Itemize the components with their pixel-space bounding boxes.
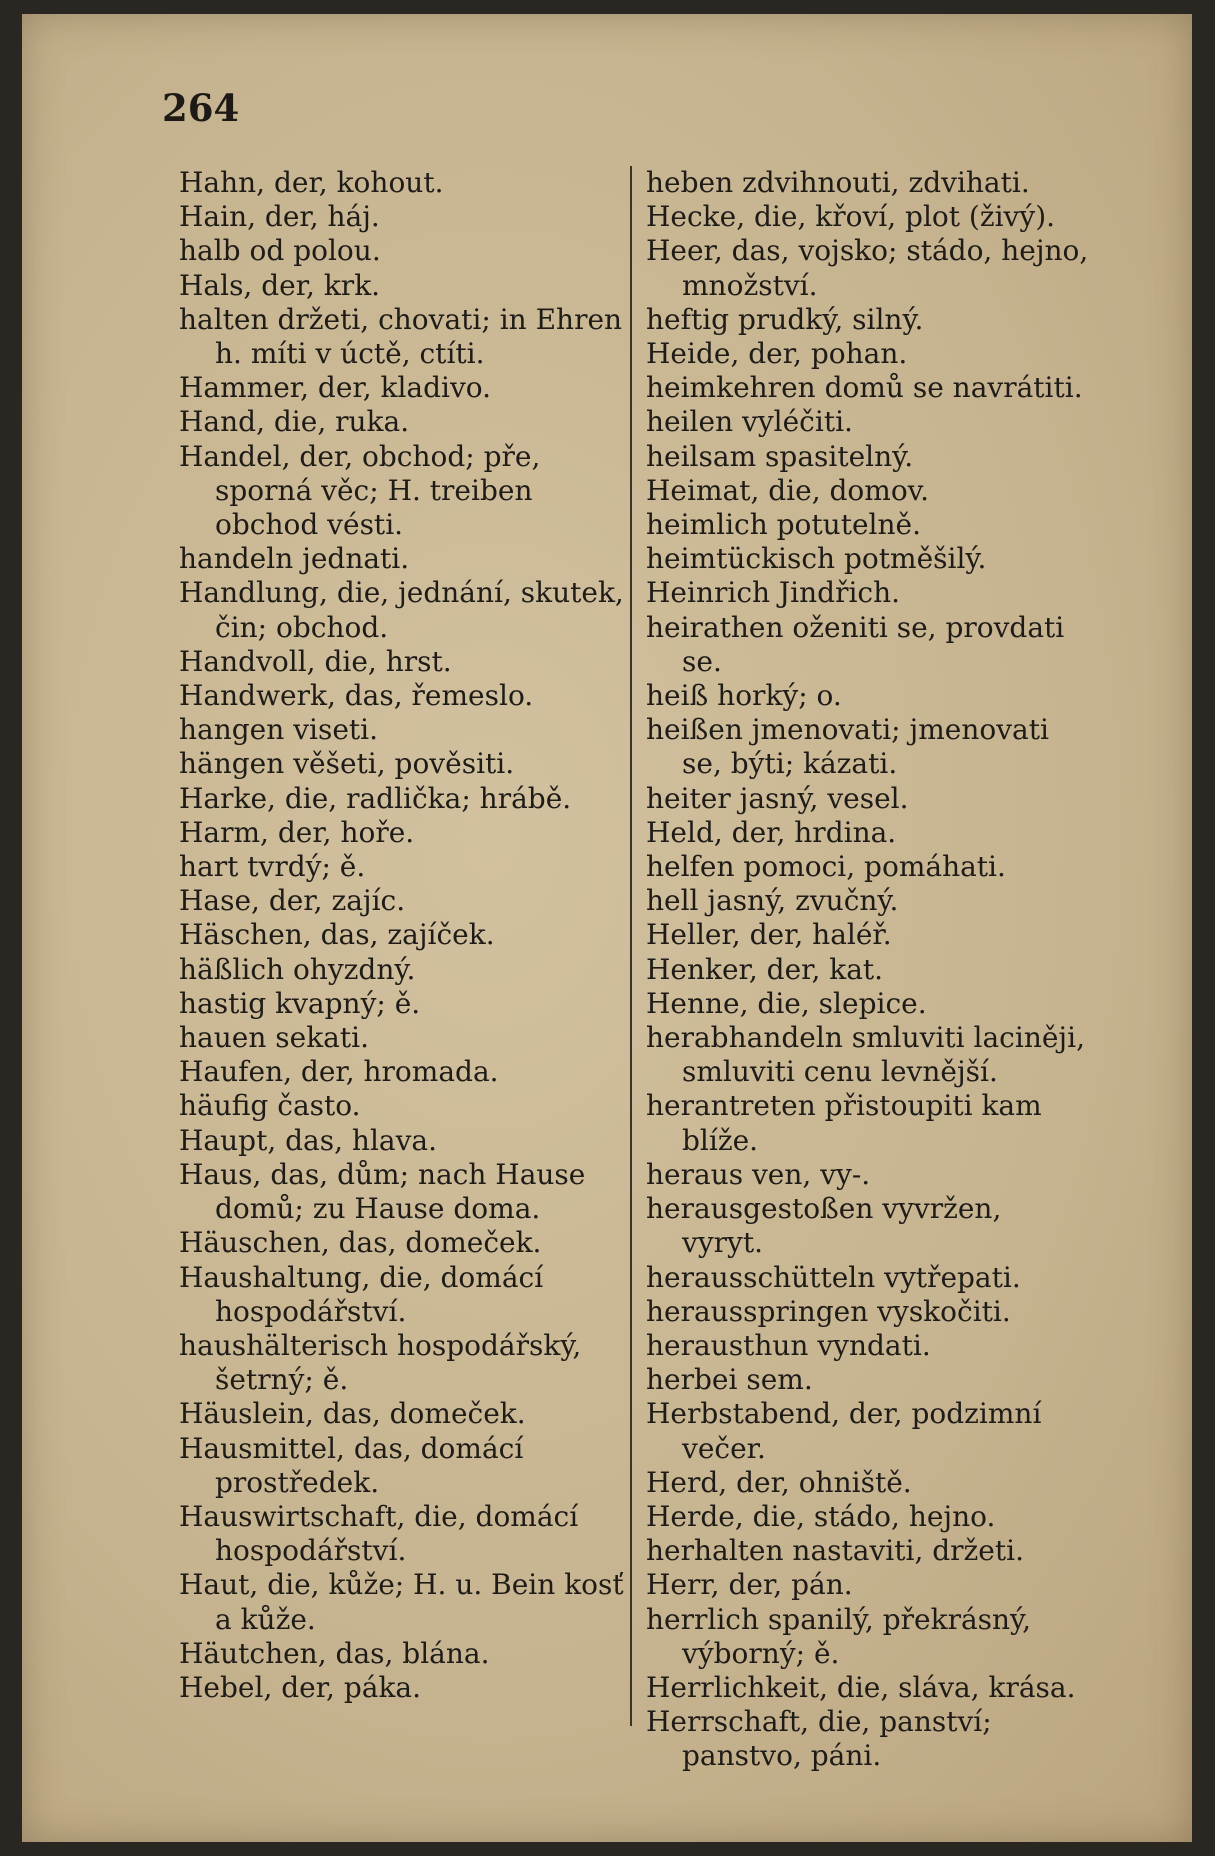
dictionary-entry: Heer, das, vojsko; stádo, hejno, množství.	[646, 234, 1089, 302]
dictionary-entry: Hausmittel, das, domácí prostředek.	[179, 1431, 524, 1499]
dictionary-entry: Häschen, das, zajíček.	[179, 918, 495, 952]
column-divider	[630, 166, 632, 1726]
dictionary-entry: Heide, der, pohan.	[646, 337, 908, 371]
dictionary-entry: herausspringen vyskočiti.	[646, 1294, 1011, 1328]
dictionary-entry: heirathen oženiti se, provdati se.	[646, 610, 1065, 678]
dictionary-entry: herrlich spanilý, překrásný, výborný; ě.	[646, 1602, 1032, 1670]
dictionary-entry: Hauswirtschaft, die, domácí hospodářství.	[179, 1499, 579, 1568]
dictionary-entry: Häutchen, das, blána.	[179, 1636, 490, 1670]
dictionary-entry: Harke, die, radlička; hrábě.	[179, 781, 572, 815]
dictionary-entry: haushälterisch hospodářský, šetrný; ě.	[179, 1328, 582, 1397]
book-page	[22, 14, 1192, 1842]
dictionary-entry: Hecke, die, křoví, plot (živý).	[646, 200, 1056, 234]
dictionary-entry: heilen vyléčiti.	[646, 405, 853, 439]
dictionary-entry: heimkehren domů se navrátiti.	[646, 371, 1083, 405]
dictionary-entry: herbei sem.	[646, 1363, 813, 1397]
dictionary-entry: Haupt, das, hlava.	[179, 1123, 438, 1157]
dictionary-entry: Hahn, der, kohout.	[179, 166, 444, 199]
dictionary-entry: heißen jmenovati; jmenovati se, býti; kázati.	[646, 713, 1049, 781]
dictionary-entry: herantreten přistoupiti kam blíže.	[646, 1089, 1042, 1157]
dictionary-entry: handeln jednati.	[179, 542, 410, 576]
dictionary-entry: hangen viseti.	[179, 713, 379, 747]
dictionary-entry: Handwerk, das, řemeslo.	[179, 679, 534, 713]
dictionary-entry: Henker, der, kat.	[646, 952, 884, 986]
dictionary-entry: Häuslein, das, domeček.	[179, 1397, 526, 1431]
dictionary-entry: Heller, der, haléř.	[646, 918, 892, 952]
dictionary-entry: hängen věšeti, pověsiti.	[179, 747, 515, 781]
dictionary-entry: Haushaltung, die, domácí hospodářství.	[179, 1260, 544, 1328]
dictionary-entry: heiter jasný, vesel.	[646, 781, 909, 815]
dictionary-entry: herausthun vyndati.	[646, 1328, 931, 1362]
dictionary-entry: herabhandeln smluviti laciněji, smluviti cenu levnější.	[646, 1021, 1085, 1089]
dictionary-entry: Held, der, hrdina.	[646, 815, 897, 849]
dictionary-entry: Herde, die, stádo, hejno.	[646, 1499, 996, 1533]
dictionary-entry: herhalten nastaviti, držeti.	[646, 1534, 1024, 1568]
dictionary-entry: häufig často.	[179, 1089, 361, 1123]
dictionary-entry: Hebel, der, páka.	[179, 1670, 422, 1704]
dictionary-entry: hastig kvapný; ě.	[179, 986, 421, 1020]
dictionary-entry: Handlung, die, jednání, skutek, čin; obchod.	[179, 576, 624, 644]
left-column	[179, 166, 624, 1705]
dictionary-entry: hauen sekati.	[179, 1021, 369, 1055]
dictionary-entry: heiß horký; o.	[646, 679, 842, 713]
dictionary-entry: Hand, die, ruka.	[179, 405, 410, 439]
dictionary-entry: heben zdvihnouti, zdvihati.	[646, 166, 1030, 199]
dictionary-entry: Harm, der, hoře.	[179, 815, 415, 849]
dictionary-entry: halten držeti, chovati; in Ehren h. míti v úctě, ctíti.	[179, 302, 623, 371]
dictionary-entry: Häuschen, das, domeček.	[179, 1226, 542, 1260]
dictionary-entry: heftig prudký, silný.	[646, 302, 924, 336]
dictionary-entry: Herbstabend, der, podzimní večer.	[646, 1397, 1042, 1465]
dictionary-entry: Heinrich Jindřich.	[646, 576, 901, 610]
dictionary-entry: Henne, die, slepice.	[646, 986, 927, 1020]
dictionary-entry: Handvoll, die, hrst.	[179, 644, 452, 678]
dictionary-entry: herausschütteln vytřepati.	[646, 1260, 1021, 1294]
dictionary-entry: Heimat, die, domov.	[646, 473, 930, 507]
right-column	[646, 166, 1091, 1774]
dictionary-entry: halb od polou.	[179, 234, 381, 268]
dictionary-entry: Haus, das, dům; nach Hause domů; zu Hause doma.	[179, 1157, 586, 1226]
dictionary-entry: Herrlichkeit, die, sláva, krása.	[646, 1670, 1076, 1704]
dictionary-entry: heilsam spasitelný.	[646, 439, 914, 473]
dictionary-entry: Herd, der, ohniště.	[646, 1465, 912, 1499]
dictionary-entry: heimlich potutelně.	[646, 508, 921, 542]
dictionary-entry: heimtückisch potměšilý.	[646, 542, 987, 576]
dictionary-entry: herausgestoßen vyvržen, vyryt.	[646, 1192, 1002, 1260]
dictionary-entry: helfen pomoci, pomáhati.	[646, 850, 1006, 884]
dictionary-entry: hart tvrdý; ě.	[179, 850, 366, 884]
page-number: 264	[162, 86, 240, 130]
dictionary-entry: häßlich ohyzdný.	[179, 952, 416, 986]
dictionary-entry: Handel, der, obchod; pře, sporná věc; H. treiben obchod vésti.	[179, 439, 541, 542]
dictionary-entry: Herr, der, pán.	[646, 1568, 853, 1602]
dictionary-entry: Hammer, der, kladivo.	[179, 371, 492, 405]
dictionary-entry: Herrschaft, die, panství; panstvo, páni.	[646, 1705, 992, 1773]
dictionary-entry: Haufen, der, hromada.	[179, 1055, 499, 1089]
dictionary-entry: hell jasný, zvučný.	[646, 884, 899, 918]
dictionary-entry: Haut, die, kůže; H. u. Bein kosť a kůže.	[179, 1568, 624, 1636]
dictionary-entry: Hain, der, háj.	[179, 200, 380, 234]
dictionary-entry: heraus ven, vy-.	[646, 1157, 871, 1191]
dictionary-entry: Hals, der, krk.	[179, 268, 381, 302]
dictionary-entry: Hase, der, zajíc.	[179, 884, 406, 918]
